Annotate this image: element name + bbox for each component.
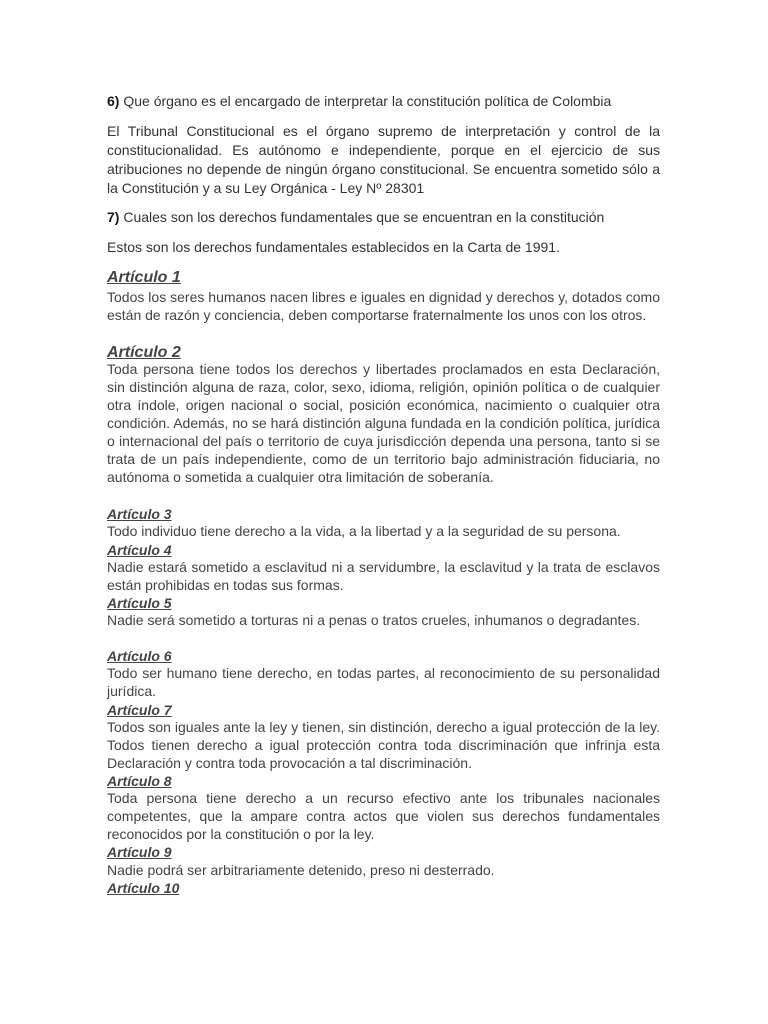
article-3-heading: Artículo 3 [107,506,172,522]
article-9-text: Nadie podrá ser arbitrariamente detenido, preso ni desterrado. [107,862,495,878]
article-4-text: Nadie estará sometido a esclavitud ni a servidumbre, la esclavitud y la trata de esclavos están prohibidas en todas sus formas. [107,559,660,593]
article-10-heading: Artículo 10 [107,880,180,896]
question-7-number: 7) [107,209,120,225]
question-7-text: Cuales son los derechos fundamentales que se encuentran en la constitución [123,209,605,225]
article-8-heading: Artículo 8 [107,773,172,789]
article-3-text: Todo individuo tiene derecho a la vida, a la libertad y a la seguridad de su persona. [107,523,621,539]
article-8-text: Toda persona tiene derecho a un recurso efectivo ante los tribunales nacionales competentes, que la ampare contra actos que violen sus derechos fundamentales reconocidos por la constitución o por la ley. [107,790,660,842]
question-6-text: Que órgano es el encargado de interpretar la constitución política de Colombia [123,93,612,109]
article-7-heading: Artículo 7 [107,702,172,718]
question-6 [107,92,660,110]
article-6-heading: Artículo 6 [107,648,172,664]
article-5-heading: Artículo 5 [107,595,172,611]
article-4-heading: Artículo 4 [107,542,172,558]
article-5-text: Nadie será sometido a torturas ni a penas o tratos crueles, inhumanos o degradantes. [107,612,641,628]
answer-7-intro: Estos son los derechos fundamentales establecidos en la Carta de 1991. [107,239,560,255]
article-1-text: Todos los seres humanos nacen libres e iguales en dignidad y derechos y, dotados como están de razón y conciencia, deben comportarse fraternalmente los unos con los otros. [107,289,660,323]
question-6-number: 6) [107,93,120,109]
article-2-text: Toda persona tiene todos los derechos y libertades proclamados en esta Declaración, sin distinción alguna de raza, color, sexo, idioma, religión, opinión política o de cualquier otra índole, origen nacional o social, posición económica, nacimiento o cualquier otra condición. Además, no se hará distinción alguna fundada en la condición política, jurídica o internacional del país o territorio de cuya jurisdicción dependa una persona, tanto si se trata de un país independiente, como de un territorio bajo administración fiduciaria, no autónoma o sometida a cualquier otra limitación de soberanía. [107,361,660,485]
article-2-heading: Artículo 2 [107,344,181,361]
article-1-heading: Artículo 1 [107,269,181,286]
article-7-text: Todos son iguales ante la ley y tienen, sin distinción, derecho a igual protección de la ley. Todos tienen derecho a igual protección contra toda discriminación que infrinja esta Declaración y contra toda provocación a tal discriminación. [107,719,660,771]
question-7 [107,208,660,226]
answer-6: El Tribunal Constitucional es el órgano supremo de interpretación y control de la constitucionalidad. Es autónomo e independiente, porque en el ejercicio de sus atribuciones no depende de ningún órgano constitucional. Se encuentra sometido sólo a la Constitución y a su Ley Orgánica - Ley Nº 28301 [107,123,660,196]
article-9-heading: Artículo 9 [107,844,172,860]
article-6-text: Todo ser humano tiene derecho, en todas partes, al reconocimiento de su personalidad jurídica. [107,665,660,699]
